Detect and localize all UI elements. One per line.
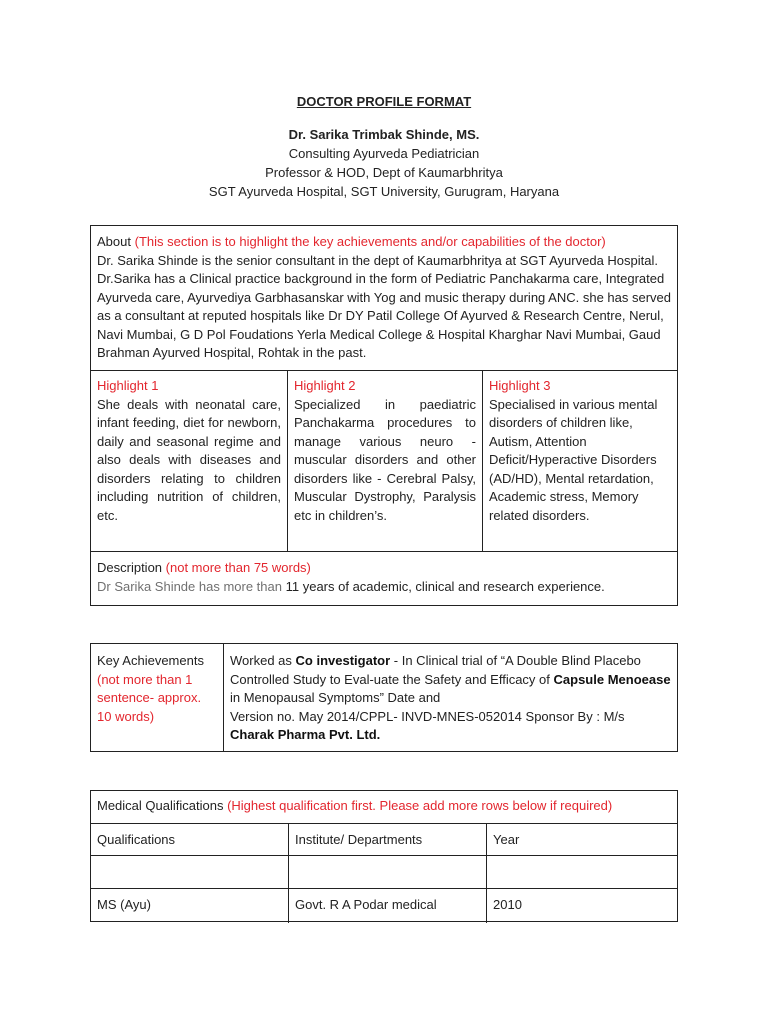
cell-institute: Govt. R A Podar medical [288, 889, 486, 923]
highlight-label-2: Highlight 2 [294, 378, 356, 393]
achievement-bold-2: Capsule Menoease [553, 671, 671, 687]
qualifications-section [90, 790, 678, 922]
achievement-bold-1: Co investigator [295, 653, 391, 668]
highlight-label-3: Highlight 3 [489, 378, 551, 393]
qualifications-title [91, 791, 677, 824]
doctor-position: Professor & HOD, Dept of Kaumarbhritya [265, 165, 503, 180]
qualifications-label: Medical Qualifications [97, 798, 224, 813]
achievement-bold-3: Charak Pharma Pvt. Ltd. [230, 727, 381, 742]
highlight-text-2: Specialized in paediatric Panchakarma procedures to manage various neuro - muscular disorders and other disorders like - Cerebral Palsy, Muscular Dystrophy, Paralysis etc in children’s. [294, 396, 476, 523]
header [0, 92, 768, 201]
document-title: DOCTOR PROFILE FORMAT [296, 94, 472, 109]
highlights-section [90, 370, 678, 552]
doctor-name: Dr. Sarika Trimbak Shinde, MS. [288, 127, 480, 142]
achievement-text-3: in Menopausal Symptoms” Date and [230, 690, 441, 705]
achievements-label: Key Achievements [97, 653, 204, 668]
highlight-text-1: She deals with neonatal care, infant feeding, diet for newborn, daily and seasonal regime and also deals with diseases and disorders relating to children including nutrition of children, etc. [97, 396, 281, 523]
achievement-text-1: Worked as [230, 653, 292, 668]
cell-year [486, 856, 677, 888]
cell-year: 2010 [486, 889, 677, 923]
highlight-cell-2 [287, 371, 482, 551]
achievements-content-cell [224, 644, 677, 751]
header-qualifications: Qualifications [97, 832, 176, 847]
about-section [90, 225, 678, 371]
highlight-cell-3 [482, 371, 677, 551]
qualifications-header-row [91, 824, 677, 856]
doctor-affiliation: SGT Ayurveda Hospital, SGT University, Gurugram, Haryana [208, 184, 560, 199]
qualifications-hint: (Highest qualification first. Please add more rows below if required) [227, 798, 613, 813]
achievements-hint: (not more than 1 sentence- approx. 10 words) [97, 671, 202, 724]
doctor-role: Consulting Ayurveda Pediatrician [288, 146, 480, 161]
table-row [91, 889, 677, 923]
about-label: About [97, 234, 131, 249]
achievements-label-cell [91, 644, 224, 751]
description-hint: (not more than 75 words) [165, 560, 311, 575]
about-text: Dr. Sarika Shinde is the senior consultant in the dept of Kaumarbhritya at SGT Ayurveda Hospital. Dr.Sarika has a Clinical practice background in the form of Pediatric Panchakarma care, Integrated Ayurveda care, Ayurvediya Garbhasanskar with Yog and music therapy during ANC. she has served as a consultant at reputed hospitals like Dr DY Patil College Of Ayurved & Research Centre, Nerul, Navi Mumbai, G D Pol Foudations Yerla Medical College & Hospital Kharghar Navi Mumbai, Gaud Brahman Ayurved Hospital, Rohtak in the past. [97, 252, 672, 360]
header-year: Year [486, 824, 677, 855]
description-section [90, 551, 678, 606]
table-row [91, 856, 677, 889]
header-institute: Institute/ Departments [288, 824, 486, 855]
description-label: Description [97, 560, 163, 575]
about-hint: (This section is to highlight the key achievements and/or capabilities of the doctor) [134, 234, 606, 249]
achievements-section [90, 643, 678, 752]
highlight-text-3: Specialised in various mental disorders of children like, Autism, Attention Deficit/Hyperactive Disorders (AD/HD), Mental retardation, Academic stress, Memory related disorders. [489, 396, 658, 523]
description-text-muted: Dr Sarika Shinde has more than [97, 578, 282, 594]
achievement-text-4: Version no. May 2014/CPPL- INVD-MNES-052014 Sponsor By : M/s [230, 708, 625, 724]
achievement-text-2: - In Clinical trial of “A Double Blind Placebo Controlled Study to Eval-uate the Safety and Efficacy of [230, 653, 641, 687]
cell-qualification [91, 856, 288, 888]
cell-institute [288, 856, 486, 888]
cell-qualification: MS (Ayu) [97, 897, 151, 912]
highlight-label-1: Highlight 1 [97, 378, 159, 393]
description-text: 11 years of academic, clinical and research experience. [285, 578, 605, 594]
highlight-cell-1 [91, 371, 287, 551]
